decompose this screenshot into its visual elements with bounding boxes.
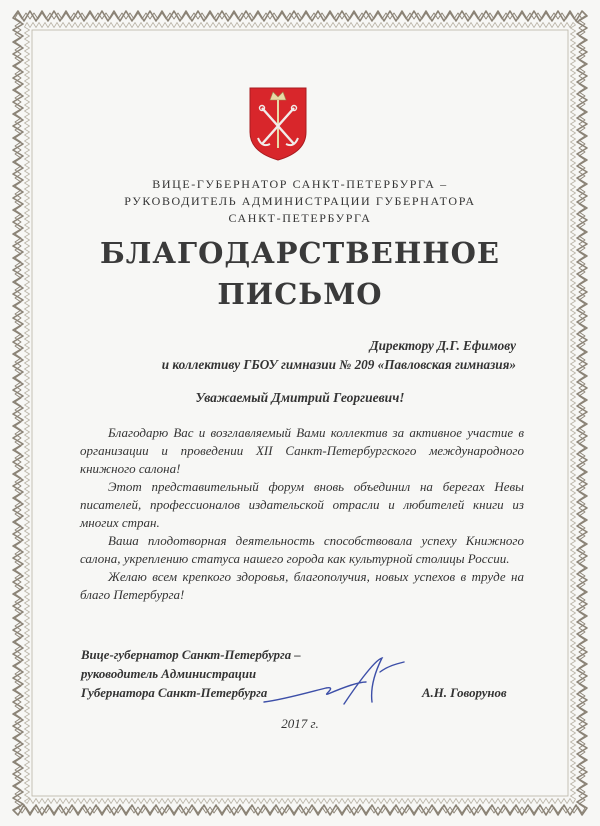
- issuer-line-3: САНКТ-ПЕТЕРБУРГА: [228, 211, 372, 225]
- signatory-title-line-2: руководитель Администрации: [81, 667, 257, 681]
- signatory-title-line-3: Губернатора Санкт-Петербурга: [81, 686, 268, 700]
- issuer-line-1: ВИЦЕ-ГУБЕРНАТОР САНКТ-ПЕТЕРБУРГА –: [152, 177, 448, 191]
- document-year: 2017 г.: [281, 716, 319, 731]
- document-title-line-2: ПИСЬМО: [217, 277, 383, 311]
- addressee-line-1: Директору Д.Г. Ефимову: [369, 338, 516, 353]
- body-paragraph: Ваша плодотворная деятельность способствовала успеху Книжного салона, укреплению статуса нашего города как культурной столицы России.: [80, 533, 524, 566]
- body-paragraph: Этот представительный форум вновь объединил на берегах Невы писателей, профессионалов издательской отрасли и любителей книги из многих стран.: [80, 479, 524, 530]
- body-paragraph: Желаю всем крепкого здоровья, благополучия, новых успехов в труде на благо Петербурга!: [80, 569, 524, 602]
- greeting: Уважаемый Дмитрий Георгиевич!: [195, 390, 405, 405]
- signatory-title-line-1: Вице-губернатор Санкт-Петербурга –: [81, 648, 301, 662]
- body-paragraph: Благодарю Вас и возглавляемый Вами коллектив за активное участие в организации и проведении XII Санкт-Петербургского международного книжного салона!: [80, 425, 524, 476]
- coat-of-arms-icon: [248, 86, 308, 162]
- document-title-line-1: БЛАГОДАРСТВЕННОЕ: [100, 236, 500, 270]
- handwritten-signature: [262, 652, 412, 712]
- signatory-name: А.Н. Говорунов: [422, 686, 507, 700]
- letter-body: [80, 424, 524, 604]
- addressee-line-2: и коллективу ГБОУ гимназии № 209 «Павловская гимназия»: [161, 357, 516, 372]
- issuer-line-2: РУКОВОДИТЕЛЬ АДМИНИСТРАЦИИ ГУБЕРНАТОРА: [124, 194, 476, 208]
